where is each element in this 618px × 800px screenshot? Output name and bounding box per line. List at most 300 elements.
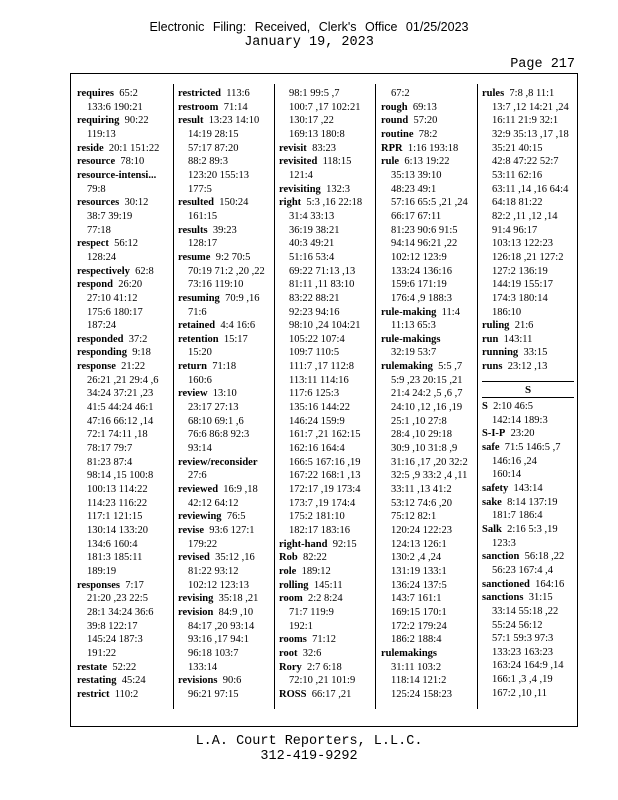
page-line-refs: 56:12: [114, 238, 139, 250]
index-term: retained: [178, 320, 216, 332]
page-line-refs: 133:14: [188, 661, 218, 673]
page-line-refs: 169:13 180:8: [289, 128, 345, 140]
index-term: rough: [381, 101, 408, 113]
index-term: Rory: [279, 661, 302, 673]
page-line-refs: 90:22: [124, 115, 149, 127]
index-entry-continuation-line: [381, 415, 476, 429]
filing-stamp: Electronic Filing: Received, Clerk's Office 01/25/2023: [149, 20, 469, 34]
index-term: rules: [482, 88, 505, 99]
index-entry-continuation-line: [381, 483, 476, 497]
index-entry-term-line: [381, 128, 476, 142]
page-line-refs: 34:24 37:21 ,23: [87, 388, 154, 400]
page-line-refs: 191:22: [87, 647, 117, 659]
index-entry-term-line: [178, 196, 273, 210]
index-entry-continuation-line: [77, 592, 172, 606]
page-line-refs: 39:8 122:17: [87, 620, 138, 632]
page-line-refs: 13:7 ,12 14:21 ,24: [492, 101, 569, 113]
page-line-refs: 79:8: [87, 183, 106, 195]
index-entry-term-line: [178, 251, 273, 265]
page-line-refs: 30:12: [124, 197, 149, 209]
index-entry-continuation-line: [482, 659, 577, 673]
page-line-refs: 181:3 185:11: [87, 552, 143, 564]
column-divider: [375, 84, 376, 709]
index-term: restate: [77, 661, 108, 673]
index-term: room: [279, 593, 303, 605]
page-line-refs: 127:2 136:19: [492, 265, 548, 277]
index-term: requires: [77, 88, 114, 99]
index-entry-term-line: [77, 155, 172, 169]
index-entry-term-line: [482, 591, 577, 605]
index-entry-term-line: [279, 661, 374, 675]
index-entry-continuation-line: [482, 646, 577, 660]
page-line-refs: 48:23 49:1: [391, 183, 437, 195]
page-line-refs: 117:6 125:3: [289, 388, 340, 400]
index-entry-term-line: [178, 606, 273, 620]
index-entry-continuation-line: [279, 237, 374, 251]
index-entry-term-line: [279, 142, 374, 156]
page-line-refs: 14:19 28:15: [188, 128, 239, 140]
index-entry-term-line: [279, 538, 374, 552]
page-line-refs: 102:12 123:9: [391, 251, 447, 263]
court-reporter-name: L.A. Court Reporters, L.L.C.: [195, 734, 423, 749]
index-entry-continuation-line: [77, 442, 172, 456]
index-entry-continuation-line: [279, 620, 374, 634]
index-column-1: [77, 87, 172, 702]
index-term: sanctions: [482, 592, 524, 604]
index-entry-continuation-line: [381, 565, 476, 579]
index-entry-continuation-line: [279, 483, 374, 497]
index-entry-continuation-line: [279, 374, 374, 388]
index-entry-continuation-line: [77, 183, 172, 197]
index-entry-term-line: [279, 551, 374, 565]
index-entry-continuation-line: [77, 251, 172, 265]
index-term: revisited: [279, 156, 318, 168]
page-line-refs: 15:20: [188, 347, 212, 359]
index-entry-continuation-line: [482, 306, 577, 320]
page-line-refs: 71:14: [223, 101, 248, 113]
index-entry-continuation-line: [77, 128, 172, 142]
page-line-refs: 78:10: [120, 156, 145, 168]
index-entry-continuation-line: [178, 620, 273, 634]
index-entry-continuation-line: [178, 538, 273, 552]
index-term: safe: [482, 441, 500, 453]
page-line-refs: 31:11 103:2: [391, 661, 442, 673]
page-line-refs: 145:24 187:3: [87, 634, 143, 646]
page-number: Page 217: [510, 57, 575, 72]
index-entry-continuation-line: [381, 196, 476, 210]
page-line-refs: 126:18 ,21 127:2: [492, 251, 564, 263]
index-term: sake: [482, 496, 502, 508]
index-entry-continuation-line: [279, 497, 374, 511]
page-line-refs: 167:2 ,10 ,11: [492, 687, 548, 699]
index-entry-term-line: [381, 306, 476, 320]
index-term: rulemaking: [381, 361, 433, 373]
index-entry-term-line: [482, 550, 577, 564]
index-entry-continuation-line: [482, 605, 577, 619]
index-entry-continuation-line: [381, 510, 476, 524]
page-line-refs: 26:21 ,21 29:4 ,6: [87, 374, 159, 386]
page-line-refs: 92:15: [332, 538, 357, 550]
index-entry-continuation-line: [482, 687, 577, 701]
page-line-refs: 75:12 82:1: [391, 511, 437, 523]
index-entry-continuation-line: [381, 401, 476, 415]
page-line-refs: 20:1 151:22: [108, 142, 160, 154]
index-entry-term-line: [178, 360, 273, 374]
index-entry-term-line: [178, 510, 273, 524]
index-entry-term-line: [77, 333, 172, 347]
page-line-refs: 176:4 ,9 188:3: [391, 292, 452, 304]
page-line-refs: 159:6 171:19: [391, 279, 447, 291]
index-entry-term-line: [77, 688, 172, 702]
page-line-refs: 6:13 19:22: [404, 156, 450, 168]
page-line-refs: 23:20: [510, 428, 535, 440]
index-term: results: [178, 224, 208, 236]
index-entry-continuation-line: [279, 401, 374, 415]
index-entry-continuation-line: [381, 251, 476, 265]
index-entry-continuation-line: [381, 265, 476, 279]
page-line-refs: 90:6: [222, 675, 242, 687]
index-term: revisions: [178, 675, 218, 687]
page-line-refs: 146:16 ,24: [492, 455, 537, 467]
index-entry-continuation-line: [279, 387, 374, 401]
index-entry-term-line: [381, 155, 476, 169]
index-term: resource-intensi...: [77, 169, 157, 181]
page-line-refs: 23:12 ,13: [507, 361, 548, 373]
page-line-refs: 91:4 96:17: [492, 224, 538, 236]
index-entry-term-line: [77, 278, 172, 292]
page-line-refs: 28:4 ,10 29:18: [391, 429, 452, 441]
page-line-refs: 5:5 ,7: [438, 361, 463, 373]
page-line-refs: 31:4 33:13: [289, 210, 335, 222]
page-line-refs: 9:18: [132, 347, 151, 359]
index-entry-continuation-line: [482, 619, 577, 633]
index-term: rulemakings: [381, 647, 438, 659]
index-entry-term-line: [77, 196, 172, 210]
page-line-refs: 11:13 65:3: [391, 320, 436, 332]
index-entry-continuation-line: [482, 237, 577, 251]
page-line-refs: 177:5: [188, 183, 212, 195]
page-line-refs: 71:18: [212, 361, 237, 373]
index-term: revisit: [279, 142, 307, 154]
page-line-refs: 114:23 116:22: [87, 497, 148, 509]
index-term: reviewed: [178, 484, 219, 496]
index-term: rule-makings: [381, 333, 441, 345]
index-entry-continuation-line: [77, 292, 172, 306]
page-line-refs: 32:9 35:13 ,17 ,18: [492, 128, 569, 140]
index-entry-continuation-line: [77, 401, 172, 415]
index-entry-term-line: [178, 551, 273, 565]
column-divider: [477, 84, 478, 709]
page-line-refs: 160:6: [188, 374, 212, 386]
index-entry-term-line: [178, 101, 273, 115]
index-column-5-s: [482, 400, 577, 700]
index-entry-continuation-line: [77, 224, 172, 238]
index-entry-term-line: [381, 360, 476, 374]
page-line-refs: 179:22: [188, 538, 218, 550]
page-line-refs: 21:22: [121, 361, 146, 373]
index-entry-term-line: [381, 647, 476, 661]
page-line-refs: 131:19 133:1: [391, 565, 447, 577]
page-line-refs: 35:13 39:10: [391, 169, 442, 181]
index-entry-continuation-line: [178, 497, 273, 511]
index-entry-continuation-line: [482, 537, 577, 551]
page-line-refs: 103:13 122:23: [492, 238, 553, 250]
index-entry-continuation-line: [381, 469, 476, 483]
index-entry-continuation-line: [279, 265, 374, 279]
index-entry-continuation-line: [482, 509, 577, 523]
page-line-refs: 69:22 71:13 ,13: [289, 265, 356, 277]
index-entry-term-line: [77, 169, 172, 183]
page-line-refs: 128:17: [188, 238, 218, 250]
index-entry-continuation-line: [178, 128, 273, 142]
index-entry-continuation-line: [77, 469, 172, 483]
page-line-refs: 64:18 81:22: [492, 197, 543, 209]
index-term: Rob: [279, 552, 298, 564]
index-term: response: [77, 361, 116, 373]
index-entry-continuation-line: [77, 306, 172, 320]
page-line-refs: 57:17 87:20: [188, 142, 239, 154]
index-entry-continuation-line: [482, 468, 577, 482]
page-line-refs: 134:6 160:4: [87, 538, 138, 550]
index-entry-continuation-line: [77, 538, 172, 552]
page-line-refs: 72:1 74:11 ,18: [87, 429, 148, 441]
page-line-refs: 51:16 53:4: [289, 251, 335, 263]
page-line-refs: 123:20 155:13: [188, 169, 249, 181]
index-term: Salk: [482, 523, 502, 535]
index-entry-continuation-line: [482, 128, 577, 142]
section-rule-bottom: [482, 397, 574, 398]
column-divider: [274, 84, 275, 709]
index-entry-term-line: [178, 224, 273, 238]
index-entry-term-line: [482, 319, 577, 333]
index-entry-continuation-line: [77, 456, 172, 470]
index-entry-continuation-line: [178, 428, 273, 442]
page-line-refs: 35:18 ,21: [218, 593, 259, 605]
page-line-refs: 53:11 62:16: [492, 169, 543, 181]
page-line-refs: 81:11 ,11 83:10: [289, 279, 355, 291]
page-line-refs: 169:15 170:1: [391, 606, 447, 618]
page-line-refs: 70:9 ,16: [225, 292, 260, 304]
page-line-refs: 23:17 27:13: [188, 402, 239, 414]
index-entry-term-line: [77, 114, 172, 128]
page-line-refs: 163:24 164:9 ,14: [492, 660, 564, 672]
index-term: responses: [77, 579, 120, 591]
index-entry-continuation-line: [178, 374, 273, 388]
page-line-refs: 93:14: [188, 443, 212, 455]
index-entry-continuation-line: [178, 237, 273, 251]
index-entry-continuation-line: [279, 306, 374, 320]
page-line-refs: 31:15: [528, 592, 553, 604]
index-entry-continuation-line: [178, 442, 273, 456]
index-entry-continuation-line: [279, 510, 374, 524]
index-entry-continuation-line: [279, 606, 374, 620]
page-line-refs: 111:7 ,17 112:8: [289, 361, 355, 373]
index-term: safety: [482, 482, 509, 494]
index-entry-continuation-line: [279, 224, 374, 238]
index-term: round: [381, 115, 409, 127]
index-entry-term-line: [178, 456, 273, 470]
page-line-refs: 56:18 ,22: [524, 551, 565, 563]
index-entry-continuation-line: [381, 210, 476, 224]
page-line-refs: 63:11 ,14 ,16 64:4: [492, 183, 569, 195]
index-term: ROSS: [279, 688, 307, 700]
index-entry-continuation-line: [178, 579, 273, 593]
page-line-refs: 78:2: [418, 128, 438, 140]
index-term: resulted: [178, 197, 214, 209]
index-entry-continuation-line: [279, 674, 374, 688]
page-line-refs: 21:20 ,23 22:5: [87, 593, 148, 605]
page-line-refs: 160:14: [492, 469, 522, 481]
index-entry-term-line: [178, 87, 273, 101]
page-line-refs: 189:12: [301, 565, 331, 577]
index-term: return: [178, 361, 207, 373]
index-term: S-I-P: [482, 428, 506, 440]
index-term: respectively: [77, 265, 130, 277]
index-entry-continuation-line: [482, 101, 577, 115]
index-entry-continuation-line: [279, 251, 374, 265]
index-entry-term-line: [482, 333, 577, 347]
index-term: resume: [178, 251, 211, 263]
page-line-refs: 166:5 167:16 ,19: [289, 456, 361, 468]
page-line-refs: 98:1 99:5 ,7: [289, 88, 340, 99]
page-line-refs: 192:1: [289, 620, 313, 632]
page-line-refs: 128:24: [87, 251, 117, 263]
index-entry-continuation-line: [482, 278, 577, 292]
index-entry-continuation-line: [381, 579, 476, 593]
index-entry-term-line: [178, 524, 273, 538]
index-entry-continuation-line: [77, 415, 172, 429]
index-entry-term-line: [482, 578, 577, 592]
page-line-refs: 100:13 114:22: [87, 484, 148, 496]
index-entry-continuation-line: [381, 387, 476, 401]
index-entry-term-line: [77, 237, 172, 251]
index-term: role: [279, 565, 297, 577]
index-entry-continuation-line: [482, 224, 577, 238]
index-entry-term-line: [77, 265, 172, 279]
index-term: sanction: [482, 551, 520, 563]
page-line-refs: 1:16 193:18: [407, 142, 459, 154]
index-entry-term-line: [178, 592, 273, 606]
index-entry-continuation-line: [279, 292, 374, 306]
page-line-refs: 42:8 47:22 52:7: [492, 156, 559, 168]
index-entry-continuation-line: [482, 183, 577, 197]
page-line-refs: 72:10 ,21 101:9: [289, 675, 356, 687]
index-entry-continuation-line: [482, 455, 577, 469]
index-entry-continuation-line: [279, 319, 374, 333]
index-entry-continuation-line: [77, 101, 172, 115]
page-line-refs: 117:1 121:15: [87, 511, 143, 523]
index-entry-term-line: [279, 592, 374, 606]
page-line-refs: 76:6 86:8 92:3: [188, 429, 250, 441]
index-term: revising: [178, 593, 214, 605]
index-entry-term-line: [279, 633, 374, 647]
index-term: routine: [381, 128, 414, 140]
index-entry-continuation-line: [77, 633, 172, 647]
index-entry-term-line: [482, 482, 577, 496]
index-entry-continuation-line: [279, 469, 374, 483]
page-line-refs: 39:23: [212, 224, 237, 236]
page-line-refs: 119:13: [87, 128, 116, 140]
index-entry-term-line: [279, 647, 374, 661]
page-line-refs: 100:7 ,17 102:21: [289, 101, 361, 113]
index-term: ruling: [482, 320, 510, 332]
index-entry-continuation-line: [381, 633, 476, 647]
page-line-refs: 113:11 114:16: [289, 374, 349, 386]
page-line-refs: 130:14 133:20: [87, 525, 148, 536]
page-line-refs: 62:8: [135, 265, 154, 277]
index-entry-continuation-line: [381, 346, 476, 360]
index-entry-continuation-line: [381, 237, 476, 251]
page-line-refs: 88:2 89:3: [188, 156, 228, 168]
page-line-refs: 57:20: [413, 115, 438, 127]
index-entry-continuation-line: [381, 661, 476, 675]
page-line-refs: 16:9 ,18: [223, 484, 258, 496]
index-entry-continuation-line: [381, 524, 476, 538]
page-line-refs: 31:16 ,17 ,20 32:2: [391, 456, 468, 468]
index-term: review/reconsider: [178, 456, 258, 468]
index-entry-continuation-line: [381, 183, 476, 197]
index-term: restricted: [178, 88, 221, 99]
page-line-refs: 109:7 110:5: [289, 347, 340, 359]
page-line-refs: 145:11: [313, 579, 343, 591]
page-line-refs: 27:6: [188, 470, 207, 482]
index-entry-continuation-line: [279, 442, 374, 456]
page-line-refs: 40:3 49:21: [289, 238, 335, 250]
index-entry-continuation-line: [381, 442, 476, 456]
page-line-refs: 84:9 ,10: [218, 606, 254, 618]
index-entry-term-line: [482, 523, 577, 537]
page-line-refs: 13:23 14:10: [208, 115, 260, 127]
index-entry-continuation-line: [381, 87, 476, 101]
index-term: responding: [77, 347, 127, 359]
page-line-refs: 93:16 ,17 94:1: [188, 634, 249, 646]
page-line-refs: 5:9 ,23 20:15 ,21: [391, 374, 463, 386]
index-entry-continuation-line: [178, 688, 273, 702]
index-entry-continuation-line: [178, 565, 273, 579]
page-line-refs: 66:17 ,21: [311, 688, 352, 700]
page-line-refs: 121:4: [289, 169, 313, 181]
index-entry-continuation-line: [381, 169, 476, 183]
page-line-refs: 175:6 180:17: [87, 306, 143, 318]
index-entry-continuation-line: [279, 128, 374, 142]
index-entry-term-line: [178, 333, 273, 347]
index-term: restating: [77, 675, 117, 687]
page-line-refs: 68:10 69:1 ,6: [188, 415, 244, 427]
page-line-refs: 32:6: [302, 647, 322, 659]
page-line-refs: 136:24 137:5: [391, 579, 447, 591]
index-entry-continuation-line: [381, 224, 476, 238]
index-entry-term-line: [178, 114, 273, 128]
index-entry-continuation-line: [279, 87, 374, 101]
index-term: revisiting: [279, 183, 321, 195]
section-rule-top: [482, 381, 574, 382]
page-line-refs: 98:10 ,24 104:21: [289, 320, 361, 332]
page-line-refs: 67:2: [391, 88, 410, 99]
page-line-refs: 38:7 39:19: [87, 210, 133, 222]
page-line-refs: 98:14 ,15 100:8: [87, 470, 154, 482]
page-line-refs: 35:12 ,16: [215, 552, 255, 564]
page-line-refs: 186:2 188:4: [391, 634, 442, 646]
page-line-refs: 102:12 123:13: [188, 579, 249, 591]
index-entry-continuation-line: [178, 346, 273, 360]
index-term: S: [482, 401, 488, 412]
index-entry-term-line: [279, 155, 374, 169]
index-entry-term-line: [381, 142, 476, 156]
index-entry-continuation-line: [381, 374, 476, 388]
index-entry-continuation-line: [482, 155, 577, 169]
page-line-refs: 71:5 146:5 ,7: [504, 441, 561, 453]
page-line-refs: 15:17: [223, 333, 248, 345]
